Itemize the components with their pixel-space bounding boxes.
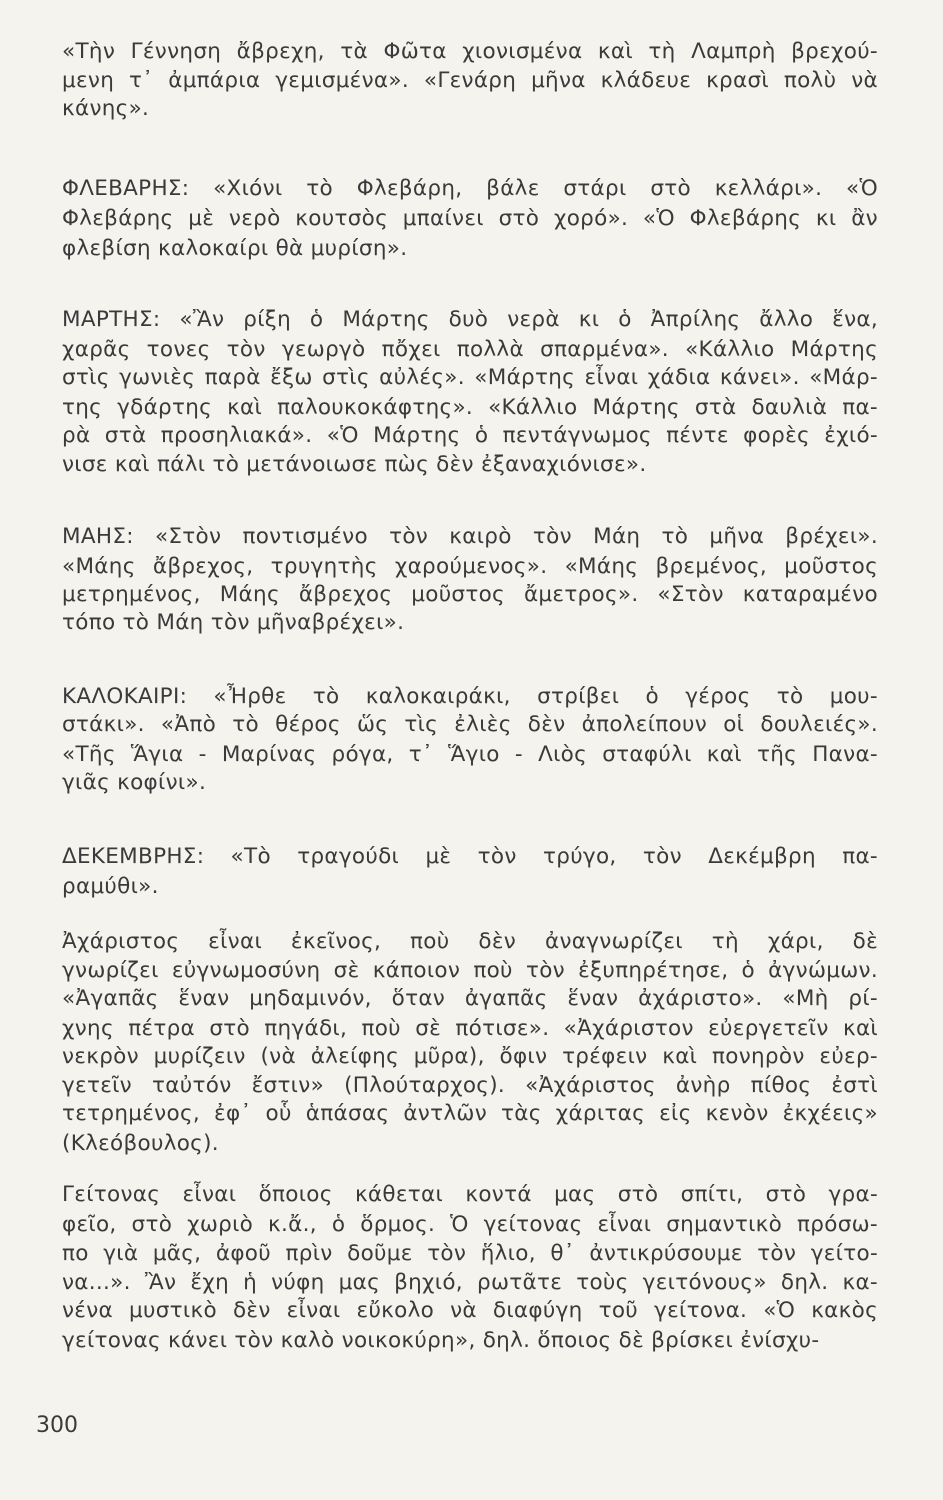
text-line: ΚΑΛΟΚΑΙΡΙ: «Ἦρθε τὸ καλοκαιράκι, στρίβει ὁ γέρος τὸ μου-	[62, 684, 878, 709]
text-line: χαρᾶς τονες τὸν γεωργὸ πὄχει πολλὰ σπαρμένα». «Κάλλιο Μάρτης	[62, 337, 878, 362]
text-line: (Κλεόβουλος).	[62, 1131, 219, 1156]
text-line: Φλεβάρης μὲ νερὸ κουτσὸς μπαίνει στὸ χορό». «Ὁ Φλεβάρης κι ἂν	[62, 206, 878, 231]
text-line: γετεῖν ταὐτόν ἔστιν» (Πλούταρχος). «Ἀχάριστος ἀνὴρ πίθος ἐστὶ	[62, 1073, 878, 1098]
text-line: γνωρίζει εὐγνωμοσύνη σὲ κάποιον ποὺ τὸν ἐξυπηρέτησε, ὁ ἀγνώμων.	[62, 958, 878, 983]
text-line: «Τῆς Ἅγια - Μαρίνας ρόγα, τ᾽ Ἅγιο - Λιὸς σταφύλι καὶ τῆς Πανα-	[62, 742, 878, 767]
text-line: φλεβίση καλοκαίρι θὰ μυρίση».	[62, 236, 408, 261]
text-line: κάνης».	[62, 96, 150, 121]
text-line: μετρημένος, Μάης ἄβρεχος μοῦστος ἄμετρος». «Στὸν καταραμένο	[62, 582, 878, 607]
text-line: Γείτονας εἶναι ὅποιος κάθεται κοντά μας στὸ σπίτι, στὸ γρα-	[62, 1182, 878, 1207]
text-line: τόπο τὸ Μάη τὸν μῆναβρέχει».	[62, 610, 405, 635]
page-number: 300	[36, 1413, 78, 1438]
text-line: ΜΑΗΣ: «Στὸν ποντισμένο τὸν καιρὸ τὸν Μάη τὸ μῆνα βρέχει».	[62, 524, 878, 549]
text-line: «Μάης ἄβρεχος, τρυγητὴς χαρούμενος». «Μάης βρεμένος, μοῦστος	[62, 554, 878, 579]
text-line: μενη τ᾽ ἀμπάρια γεμισμένα». «Γενάρη μῆνα κλάδευε κρασὶ πολὺ νὰ	[62, 68, 878, 93]
text-line: πο γιὰ μᾶς, ἀφοῦ πρὶν δοῦμε τὸν ἥλιο, θ᾽ ἀντικρύσουμε τὸν γείτο-	[62, 1241, 878, 1266]
text-line: να...». Ἂν ἔχη ἡ νύφη μας βηχιό, ρωτᾶτε τοὺς γειτόνους» δηλ. κα-	[62, 1270, 878, 1295]
text-line: ΦΛΕΒΑΡΗΣ: «Χιόνι τὸ Φλεβάρη, βάλε στάρι στὸ κελλάρι». «Ὁ	[62, 176, 878, 201]
text-line: ΔΕΚΕΜΒΡΗΣ: «Τὸ τραγούδι μὲ τὸν τρύγο, τὸν Δεκέμβρη πα-	[62, 844, 878, 869]
text-line: «Τὴν Γέννηση ἄβρεχη, τὰ Φῶτα χιονισμένα καὶ τὴ Λαμπρὴ βρεχού-	[62, 39, 878, 64]
text-line: Ἀχάριστος εἶναι ἐκεῖνος, ποὺ δὲν ἀναγνωρίζει τὴ χάρι, δὲ	[62, 929, 878, 954]
text-line: ΜΑΡΤΗΣ: «Ἂν ρίξη ὁ Μάρτης δυὸ νερὰ κι ὁ Ἀπρίλης ἄλλο ἕνα,	[62, 307, 878, 332]
text-line: στάκι». «Ἀπὸ τὸ θέρος ὥς τὶς ἐλιὲς δὲν ἀπολείπουν οἱ δουλειές».	[62, 712, 878, 737]
text-line: νισε καὶ πάλι τὸ μετάνοιωσε πὼς δὲν ἐξαναχιόνισε».	[62, 452, 647, 477]
text-line: γείτονας κάνει τὸν καλὸ νοικοκύρη», δηλ. ὅποιος δὲ βρίσκει ἐνίσχυ-	[62, 1328, 820, 1353]
text-line: γιᾶς κοφίνι».	[62, 770, 207, 795]
text-line: της γδάρτης καὶ παλουκοκάφτης». «Κάλλιο Μάρτης στὰ δαυλιὰ πα-	[62, 395, 878, 420]
text-line: χνης πέτρα στὸ πηγάδι, ποὺ σὲ πότισε». «Ἀχάριστον εὐεργετεῖν καὶ	[62, 1016, 878, 1041]
text-line: φεῖο, στὸ χωριὸ κ.ἄ., ὁ ὅρμος. Ὁ γείτονας εἶναι σημαντικὸ πρόσω-	[62, 1212, 878, 1237]
text-line: νένα μυστικὸ δὲν εἶναι εὔκολο νὰ διαφύγη τοῦ γείτονα. «Ὁ κακὸς	[62, 1298, 878, 1323]
text-line: στὶς γωνιὲς παρὰ ἔξω στὶς αὐλές». «Μάρτης εἶναι χάδια κάνει». «Μάρ-	[62, 365, 878, 390]
text-line: «Ἀγαπᾶς ἕναν μηδαμινόν, ὅταν ἀγαπᾶς ἕναν ἀχάριστο». «Μὴ ρί-	[62, 986, 878, 1011]
text-line: νεκρὸν μυρίζειν (νὰ ἀλείφης μῦρα), ὄφιν τρέφειν καὶ πονηρὸν εὐερ-	[62, 1044, 878, 1069]
text-line: ρὰ στὰ προσηλιακά». «Ὁ Μάρτης ὁ πεντάγνωμος πέντε φορὲς ἐχιό-	[62, 423, 878, 448]
text-line: ραμύθι».	[62, 874, 159, 899]
text-line: τετρημένος, ἐφ᾽ οὗ ἁπάσας ἀντλῶν τὰς χάριτας εἰς κενὸν ἐκχέεις»	[62, 1101, 878, 1126]
